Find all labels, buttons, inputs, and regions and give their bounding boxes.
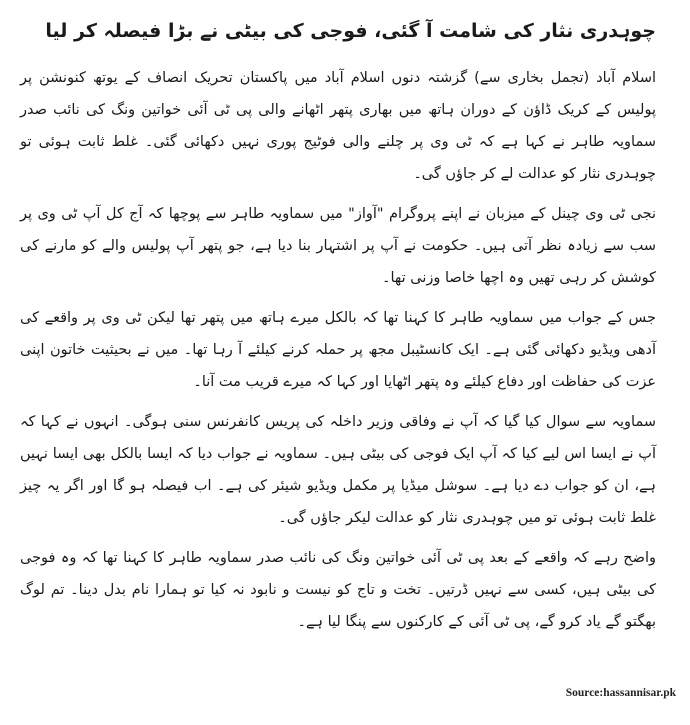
article-paragraph-2: نجی ٹی وی چینل کے میزبان نے اپنے پروگرام "آواز" میں سماویہ طاہر سے پوچھا کہ آج کل آپ ٹی وی پر سب سے زیادہ نظر آتی ہیں۔ حکومت نے آپ پر اشتہار بنا دیا ہے، جو پتھر آپ پولیس والے کو مارنے کی کوشش کر رہی تھیں وہ اچھا خاصا وزنی تھا۔ [20,206,656,286]
article-paragraph-5: واضح رہے کہ واقعے کے بعد پی ٹی آئی خواتین ونگ کی نائب صدر سماویہ طاہر کا کہنا تھا کہ وہ فوجی کی بیٹی ہیں، کسی سے نہیں ڈرتیں۔ تخت و تاج کو نیست و نابود نہ کیا تو ہمارا نام بدل دینا۔ تم لوگ بھگتو گے یاد کرو گے، پی ٹی آئی کے کارکنوں سے پنگا لیا ہے۔ [20,550,656,630]
article-paragraph-1: اسلام آباد (تجمل بخاری سے) گزشتہ دنوں اسلام آباد میں پاکستان تحریک انصاف کے یوتھ کنونشن پر پولیس کے کریک ڈاؤن کے دوران ہاتھ میں بھاری پتھر اٹھانے والی پی ٹی آئی خواتین ونگ کی نائب صدر سماویہ طاہر نے کہا ہے کہ ٹی وی پر چلنے والی فوٹیج پوری نہیں دکھائی گئی۔ غلط ثابت ہوئی تو چوہدری نثار کو عدالت لے کر جاؤں گی۔ [20,70,656,182]
article-paragraph-3: جس کے جواب میں سماویہ طاہر کا کہنا تھا کہ بالکل میرے ہاتھ میں پتھر تھا لیکن ٹی وی پر واقعے کی آدھی ویڈیو دکھائی گئی ہے۔ ایک کانسٹیبل مجھ پر حملہ کرنے کیلئے آ رہا تھا۔ میں نے بحیثیت خاتون اپنی عزت کی حفاظت اور دفاع کیلئے وہ پتھر اٹھایا اور کہا کہ میرے قریب مت آنا۔ [20,310,656,390]
article-headline: چوہدری نثار کی شامت آ گئی، فوجی کی بیٹی نے بڑا فیصلہ کر لیا [45,20,656,42]
source-credit: Source:hassannisar.pk [565,687,676,699]
article-paragraph-4: سماویہ سے سوال کیا گیا کہ آپ نے وفاقی وزیر داخلہ کی پریس کانفرنس سنی ہوگی۔ انہوں نے کہا کہ آپ نے ایسا اس لیے کیا کہ آپ ایک فوجی کی بیٹی ہیں۔ سماویہ نے جواب دیا کہ ایسا بالکل بھی ایسا نہیں ہے، ان کو جواب دے دیا ہے۔ سوشل میڈیا پر مکمل ویڈیو شیئر کی ہے۔ اب فیصلہ ہو گا اور اگر یہ چیز غلط ثابت ہوئی تو میں چوہدری نثار کو عدالت لیکر جاؤں گی۔ [20,414,656,526]
